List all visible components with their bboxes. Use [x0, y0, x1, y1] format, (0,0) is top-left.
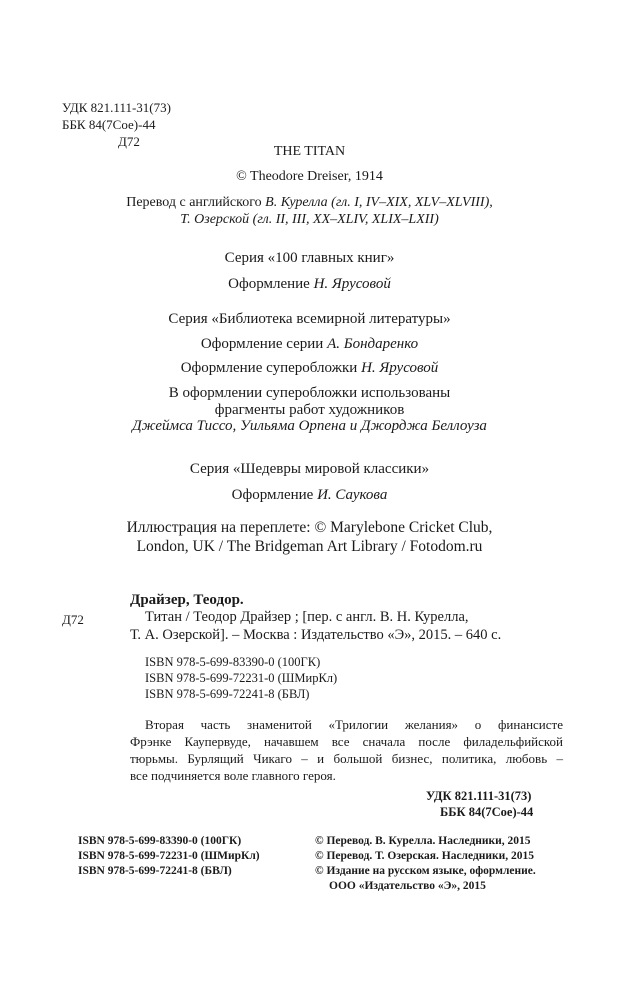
series-2-design-prefix: Оформление серии: [200, 336, 328, 352]
catalog-udk: УДК 821.111-31(73): [426, 789, 532, 803]
series-2-design: [0, 334, 619, 354]
catalog-isbn-2: ISBN 978-5-699-72231-0 (ШМирКл): [145, 671, 338, 685]
illustration-line-2: London, UK / The Bridgeman Art Library / Fotodom.ru: [136, 538, 483, 555]
series-3-design: [0, 485, 619, 505]
supercover-note-1: В оформлении суперобложки использованы: [168, 385, 451, 401]
series-2: Серия «Библиотека всемирной литературы»: [168, 311, 451, 327]
translator-2: Т. Озерской: [180, 212, 250, 227]
catalog-isbn-1: ISBN 978-5-699-83390-0 (100ГК): [145, 655, 321, 669]
catalog-isbn-3: ISBN 978-5-699-72241-8 (БВЛ): [145, 687, 310, 701]
footer-isbn-1: ISBN 978-5-699-83390-0 (100ГК): [78, 835, 242, 847]
series-2-designer: А. Бондаренко: [327, 336, 419, 352]
supercover-note-2: фрагменты работ художников: [214, 402, 405, 418]
header-udk: УДК 821.111-31(73): [62, 100, 171, 115]
original-copyright: © Theodore Dreiser, 1914: [236, 169, 383, 184]
illustration-line-1: Иллюстрация на переплете: © Marylebone Cricket Club,: [126, 519, 493, 536]
translator-1-chapters: (гл. I, IV–XIX, XLV–XLVIII),: [327, 195, 493, 210]
series-1-design: [0, 274, 619, 294]
catalog-author: Драйзер, Теодор.: [130, 592, 244, 608]
catalog-description-1: Титан / Теодор Драйзер ; [пер. с англ. В. Н. Курелла,: [145, 609, 469, 625]
original-title: THE TITAN: [273, 144, 346, 159]
series-3-designer: И. Саукова: [317, 487, 388, 503]
catalog-annotation: [130, 716, 563, 784]
catalog-description-2: Т. А. Озерской]. – Москва : Издательство «Э», 2015. – 640 с.: [130, 627, 502, 643]
supercover-artists: Джеймса Тиссо, Уильяма Орпена и Джорджа Беллоуза: [132, 418, 487, 434]
annotation-line-2: Фрэнке Каупервуде, начавшем все сначала после филадельфийской: [130, 734, 563, 749]
footer-rights-4: ООО «Издательство «Э», 2015: [329, 880, 486, 892]
annotation-line-3: тюрьмы. Бурлящий Чикаго – и большой бизнес, политика, любовь –: [130, 751, 563, 766]
footer-isbn-2: ISBN 978-5-699-72231-0 (ШМирКл): [78, 850, 260, 862]
translation-line-2: [0, 210, 619, 230]
annotation-line-1: Вторая часть знаменитой «Трилогии желания» о финансисте: [145, 717, 563, 732]
supercover-design: [0, 358, 619, 378]
header-bbk: ББК 84(7Сое)-44: [62, 117, 156, 132]
footer-rights-3: © Издание на русском языке, оформление.: [315, 865, 536, 877]
series-1: Серия «100 главных книг»: [224, 250, 395, 266]
header-code: Д72: [118, 134, 140, 149]
catalog-bbk: ББК 84(7Сое)-44: [440, 805, 534, 819]
footer-rights-2: © Перевод. Т. Озерская. Наследники, 2015: [315, 850, 535, 862]
translator-2-chapters: (гл. II, III, XX–XLIV, XLIX–LXII): [249, 212, 439, 227]
series-3: Серия «Шедевры мировой классики»: [189, 461, 430, 477]
supercover-designer: Н. Ярусовой: [361, 360, 439, 376]
footer-rights-1: © Перевод. В. Курелла. Наследники, 2015: [315, 835, 531, 847]
supercover-prefix: Оформление суперобложки: [180, 360, 362, 376]
annotation-line-4: все подчиняется воле главного героя.: [130, 768, 336, 783]
catalog-code: Д72: [62, 612, 84, 627]
translation-prefix: Перевод с английского: [126, 195, 266, 210]
series-1-designer: Н. Ярусовой: [313, 276, 391, 292]
series-3-design-prefix: Оформление: [231, 487, 318, 503]
footer-isbn-3: ISBN 978-5-699-72241-8 (БВЛ): [78, 865, 232, 877]
translator-1: В. Курелла: [265, 195, 328, 210]
series-1-design-prefix: Оформление: [228, 276, 314, 292]
